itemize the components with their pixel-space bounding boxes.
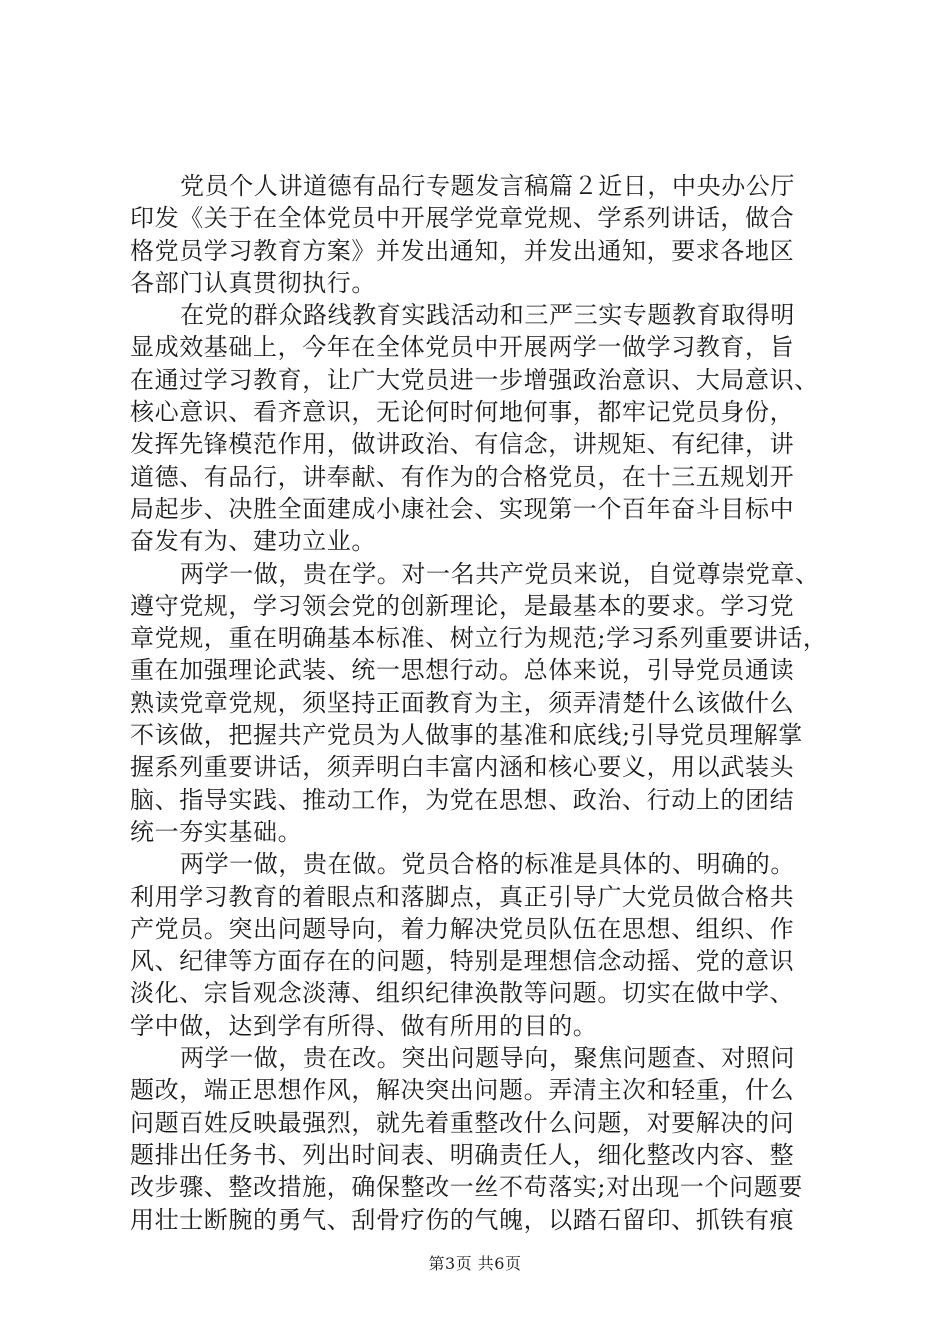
paragraph-1-line-4: 各部门认真贯彻执行。 [130,268,376,297]
paragraph-2-line-2: 显成效基础上，今年在全体党员中开展两学一做学习教育，旨 [130,333,795,362]
paragraph-2-line-3: 在通过学习教育，让广大党员进一步增强政治意识、大局意识、 [130,365,819,394]
page-number-footer: 第3页 共6页 [428,1254,522,1273]
paragraph-3-line-6: 不该做，把握共产党员为人做事的基准和底线;引导党员理解掌 [130,721,803,750]
paragraph-2-line-1: 在党的群众路线教育实践活动和三严三实专题教育取得明 [180,301,795,330]
paragraph-1-line-1: 党员个人讲道德有品行专题发言稿篇２近日，中央办公厅 [180,172,795,200]
paragraph-4-line-5: 淡化、宗旨观念淡薄、组织纪律涣散等问题。切实在做中学、 [130,979,795,1008]
paragraph-4-line-2: 利用学习教育的着眼点和落脚点，真正引导广大党员做合格共 [130,882,795,911]
paragraph-3-line-3: 章党规，重在明确基本标准、树立行为规范;学习系列重要讲话， [130,624,828,653]
paragraph-3-line-2: 遵守党规，学习领会党的创新理论，是最基本的要求。学习党 [130,591,795,620]
paragraph-5-line-1: 两学一做，贵在改。突出问题导向，聚焦问题查、对照问 [180,1044,795,1073]
paragraph-1-line-2: 印发《关于在全体党员中开展学党章党规、学系列讲话，做合 [130,204,795,233]
paragraph-3-line-1: 两学一做，贵在学。对一名共产党员来说，自觉尊崇党章、 [180,559,820,588]
paragraph-2-line-8: 奋发有为、建功立业。 [130,527,376,556]
document-body [130,170,830,1236]
paragraph-4-line-6: 学中做，达到学有所得、做有所用的目的。 [130,1011,598,1040]
paragraph-3-line-4: 重在加强理论武装、统一思想行动。总体来说，引导党员通读 [130,656,795,685]
paragraph-1-line-3: 格党员学习教育方案》并发出通知，并发出通知，要求各地区 [130,236,795,265]
paragraph-5-line-4: 题排出任务书、列出时间表、明确责任人，细化整改内容、整 [130,1140,795,1169]
paragraph-3-line-7: 握系列重要讲话，须弄明白丰富内涵和核心要义，用以武装头 [130,753,795,782]
paragraph-2-line-5: 发挥先锋模范作用，做讲政治、有信念，讲规矩、有纪律，讲 [130,430,795,459]
paragraph-4-line-4: 风、纪律等方面存在的问题，特别是理想信念动摇、党的意识 [130,947,795,976]
paragraph-5-line-5: 改步骤、整改措施，确保整改一丝不苟落实;对出现一个问题要 [130,1173,803,1202]
paragraph-3-line-9: 统一夯实基础。 [130,817,303,846]
paragraph-2-line-4: 核心意识、看齐意识，无论何时何地何事，都牢记党员身份， [130,398,795,427]
paragraph-3-line-8: 脑、指导实践、推动工作，为党在思想、政治、行动上的团结 [130,785,795,814]
paragraph-2-line-7: 局起步、决胜全面建成小康社会、实现第一个百年奋斗目标中 [130,494,795,523]
paragraph-5-line-6: 用壮士断腕的勇气、刮骨疗伤的气魄，以踏石留印、抓铁有痕 [130,1205,795,1234]
paragraph-5-line-2: 题改，端正思想作风，解决突出问题。弄清主次和轻重，什么 [130,1076,795,1105]
paragraph-2-line-6: 道德、有品行，讲奉献、有作为的合格党员，在十三五规划开 [130,462,795,491]
paragraph-3-line-5: 熟读党章党规，须坚持正面教育为主，须弄清楚什么该做什么 [130,688,795,717]
paragraph-4-line-3: 产党员。突出问题导向，着力解决党员队伍在思想、组织、作 [130,914,795,943]
paragraph-4-line-1: 两学一做，贵在做。党员合格的标准是具体的、明确的。 [180,850,795,879]
paragraph-5-line-3: 问题百姓反映最强烈，就先着重整改什么问题，对要解决的问 [130,1108,795,1137]
